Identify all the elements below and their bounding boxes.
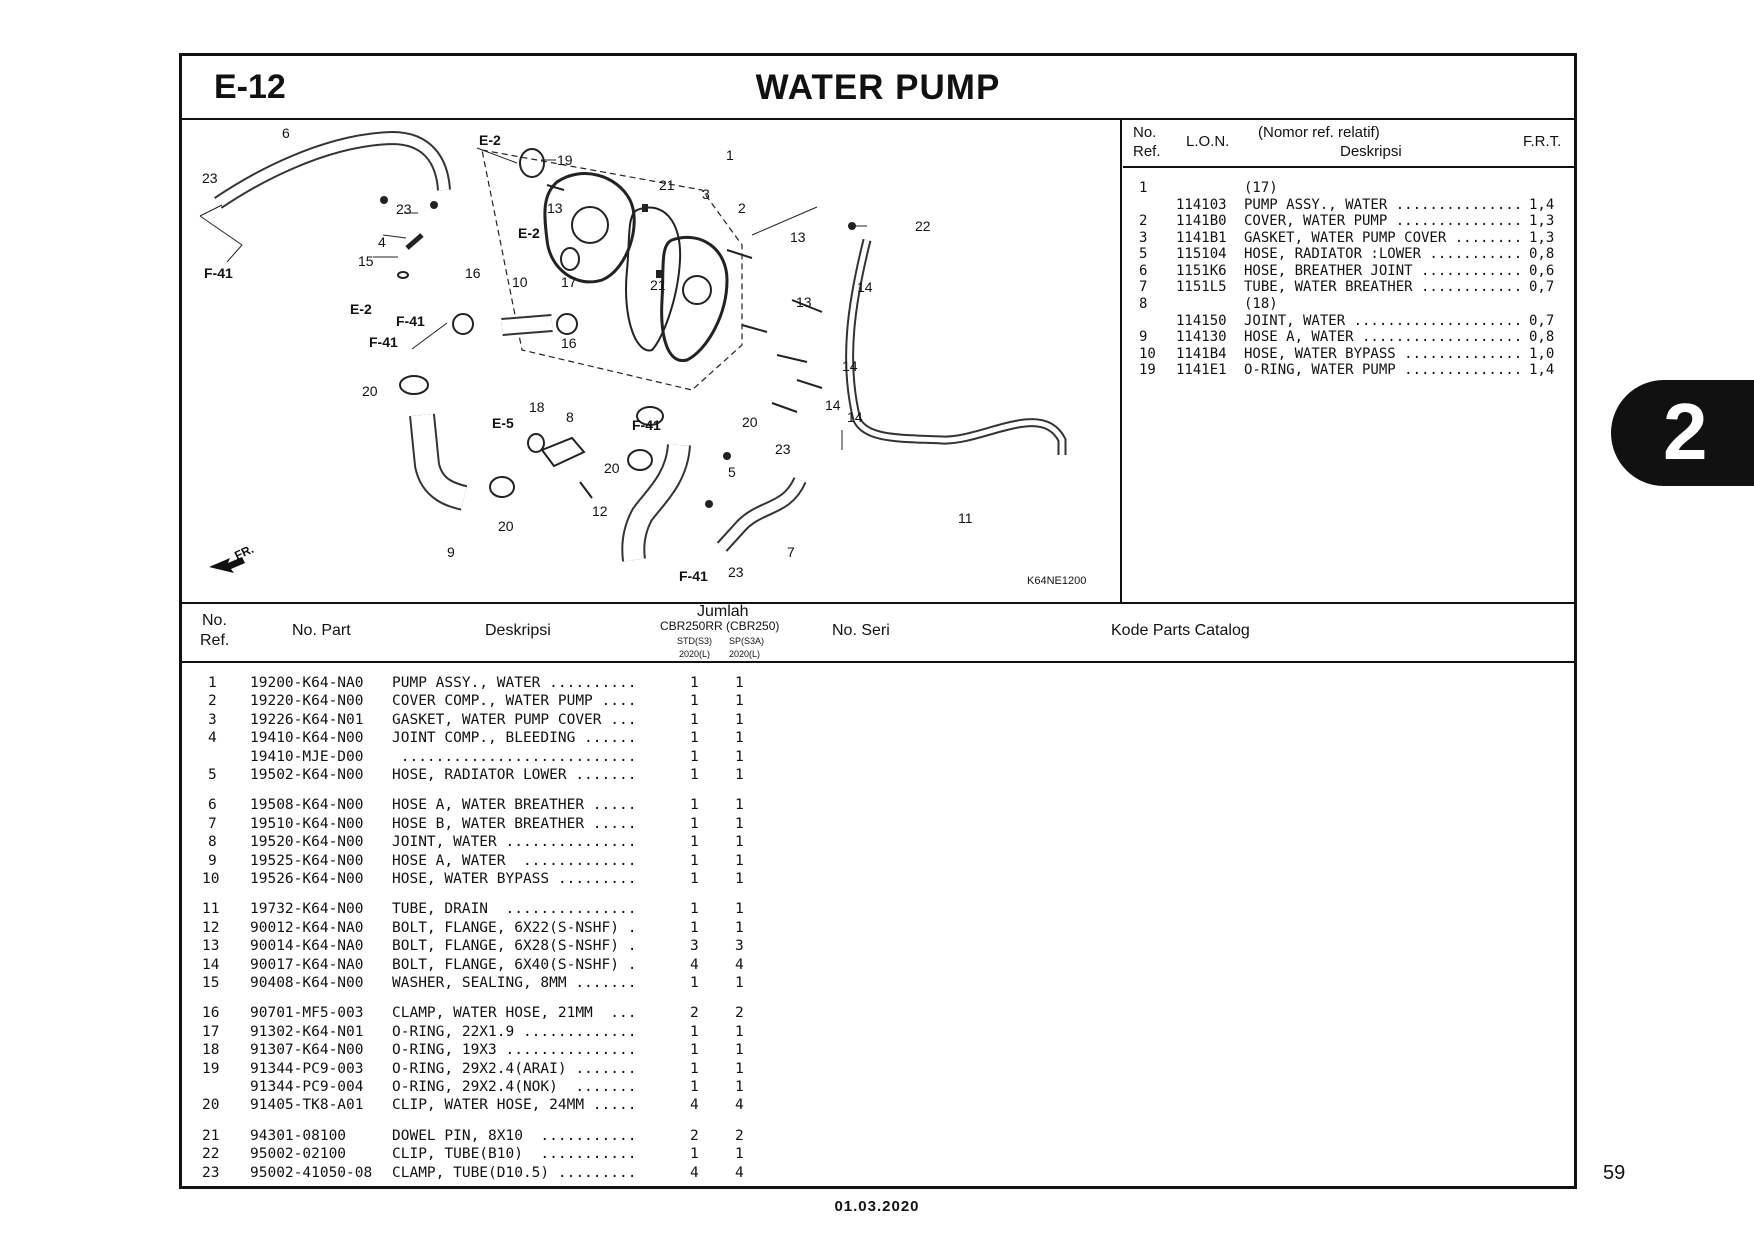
ref-label-23: 23	[728, 564, 744, 580]
parts-table-row	[182, 749, 1574, 767]
parts-table-row	[182, 693, 1574, 711]
lon-table-row	[1123, 362, 1574, 379]
parts-cell-ref: 18	[202, 1042, 220, 1059]
parts-table-row	[182, 797, 1574, 815]
lon-cell-ref: 2	[1139, 213, 1148, 229]
parts-cell-sp: 1	[735, 1146, 744, 1163]
parts-table-row	[182, 871, 1574, 889]
parts-cell-desc: HOSE, WATER BYPASS .........	[392, 871, 637, 887]
parts-cell-std: 1	[690, 815, 699, 832]
parts-cell-desc: WASHER, SEALING, 8MM .......	[392, 975, 637, 991]
exploded-diagram	[182, 120, 1122, 602]
o-ring-19	[520, 149, 544, 177]
parts-cell-sp: 3	[735, 938, 744, 955]
lon-cell-frt: 1,4	[1529, 362, 1555, 378]
lon-cell-frt: 1,3	[1529, 213, 1555, 229]
parts-table-row	[182, 1165, 1574, 1183]
parts-cell-std: 1	[690, 1060, 699, 1077]
lon-cell-frt: 0,6	[1529, 263, 1555, 279]
callout-f-41: F-41	[204, 265, 233, 281]
ref-label-20: 20	[742, 414, 758, 430]
front-direction-label: FR.	[232, 541, 256, 563]
parts-cell-std: 1	[690, 834, 699, 851]
parts-cell-desc: BOLT, FLANGE, 6X22(S-NSHF) .	[392, 919, 637, 936]
parts-header-ref: Ref.	[200, 632, 230, 649]
parts-cell-desc: CLAMP, TUBE(D10.5) .........	[392, 1164, 637, 1181]
parts-cell-std: 1	[690, 1023, 699, 1040]
parts-table-row	[182, 1128, 1574, 1146]
lon-cell-desc: COVER, WATER PUMP ...............	[1244, 213, 1523, 229]
lon-cell-lon: 1151L5	[1176, 279, 1227, 295]
parts-cell-desc: BOLT, FLANGE, 6X40(S-NSHF) .	[392, 956, 637, 973]
ref-label-22: 22	[915, 218, 931, 234]
lon-cell-lon: 114150	[1176, 313, 1227, 329]
lon-cell-ref: 6	[1139, 263, 1148, 279]
parts-cell-part: 90408-K64-N00	[250, 975, 364, 991]
parts-cell-ref: 21	[202, 1127, 220, 1144]
parts-table-row	[182, 1061, 1574, 1079]
parts-cell-part: 19410-MJE-D00	[250, 748, 364, 765]
water-pump-diagram-svg	[182, 120, 1122, 602]
parts-table-row	[182, 816, 1574, 834]
lon-cell-desc: HOSE A, WATER ...................	[1244, 329, 1523, 345]
lon-table-row	[1123, 197, 1574, 214]
parts-cell-desc: O-RING, 19X3 ...............	[392, 1042, 637, 1059]
lon-cell-ref: 8	[1139, 296, 1148, 312]
parts-table-row	[182, 1097, 1574, 1115]
lon-cell-desc: HOSE, RADIATOR :LOWER ...........	[1244, 246, 1523, 262]
parts-cell-part: 19200-K64-NA0	[250, 675, 364, 691]
lon-cell-ref: 19	[1139, 362, 1156, 378]
lon-cell-frt: 0,7	[1529, 279, 1555, 295]
lon-cell-lon: 1141B1	[1176, 230, 1227, 246]
parts-cell-desc: HOSE A, WATER BREATHER .....	[392, 797, 637, 814]
lon-cell-lon: 1141B0	[1176, 213, 1227, 229]
parts-cell-sp: 1	[735, 711, 744, 728]
lon-header-nomor: (Nomor ref. relatif)	[1258, 124, 1380, 141]
parts-cell-part: 95002-41050-08	[250, 1164, 373, 1181]
ref-label-17: 17	[561, 274, 577, 290]
parts-cell-part: 91307-K64-N00	[250, 1042, 364, 1059]
ref-label-20: 20	[362, 383, 378, 399]
parts-cell-sp: 1	[735, 1079, 744, 1095]
lon-header-frt: F.R.T.	[1523, 133, 1562, 150]
parts-cell-desc: O-RING, 29X2.4(NOK) .......	[392, 1079, 637, 1095]
parts-header-no: No.	[202, 612, 227, 629]
lon-cell-lon: 1151K6	[1176, 263, 1227, 279]
parts-cell-ref: 15	[202, 975, 220, 991]
ref-label-14: 14	[847, 409, 863, 425]
parts-cell-desc: HOSE B, WATER BREATHER .....	[392, 815, 637, 832]
parts-cell-std: 1	[690, 901, 699, 918]
parts-header-sp: SP(S3A)	[729, 636, 765, 646]
lon-table-row	[1123, 329, 1574, 346]
lon-cell-desc: JOINT, WATER ....................	[1244, 313, 1523, 329]
parts-cell-sp: 1	[735, 852, 744, 869]
parts-cell-desc: CLIP, TUBE(B10) ...........	[392, 1146, 637, 1163]
parts-cell-sp: 1	[735, 815, 744, 832]
parts-cell-desc: O-RING, 22X1.9 .............	[392, 1023, 637, 1040]
lon-header-no: No.	[1133, 124, 1157, 141]
parts-cell-sp: 4	[735, 1164, 744, 1181]
parts-cell-std: 1	[690, 852, 699, 869]
lon-cell-desc: (18)	[1244, 296, 1278, 312]
ref-label-23: 23	[202, 170, 218, 186]
parts-cell-part: 19220-K64-N00	[250, 693, 364, 710]
lon-cell-ref: 5	[1139, 246, 1148, 262]
front-direction-arrow-icon	[209, 542, 256, 573]
parts-table-row	[182, 1042, 1574, 1060]
parts-table-row	[182, 712, 1574, 730]
parts-cell-part: 90701-MF5-003	[250, 1005, 364, 1022]
parts-cell-ref: 11	[202, 901, 220, 918]
callout-f-41: F-41	[679, 568, 708, 584]
parts-table-row	[182, 767, 1574, 785]
parts-cell-std: 2	[690, 1005, 699, 1022]
lon-table-row	[1123, 313, 1574, 330]
parts-table-row	[182, 1024, 1574, 1042]
parts-header-part: No. Part	[292, 622, 351, 639]
parts-table-row	[182, 938, 1574, 956]
parts-header-jumlah: Jumlah	[697, 603, 749, 620]
catalog-page-frame	[179, 53, 1577, 1189]
parts-cell-desc: JOINT, WATER ...............	[392, 834, 637, 851]
parts-cell-std: 1	[690, 919, 699, 936]
parts-header-year-std: 2020(L)	[679, 649, 711, 659]
ref-label-21: 21	[659, 177, 675, 193]
parts-cell-part: 19520-K64-N00	[250, 834, 364, 851]
ref-label-20: 20	[498, 518, 514, 534]
parts-cell-sp: 1	[735, 748, 744, 765]
parts-cell-part: 19525-K64-N00	[250, 852, 364, 869]
parts-cell-ref: 3	[208, 711, 217, 728]
lon-table-row	[1123, 246, 1574, 263]
lon-cell-ref: 7	[1139, 279, 1148, 295]
callout-e-5: E-5	[492, 415, 514, 431]
parts-table-row	[182, 675, 1574, 693]
parts-cell-std: 1	[690, 693, 699, 710]
parts-cell-std: 3	[690, 938, 699, 955]
parts-cell-part: 95002-02100	[250, 1146, 347, 1163]
parts-cell-ref: 23	[202, 1164, 220, 1181]
ref-label-14: 14	[825, 397, 841, 413]
lon-cell-lon: 114130	[1176, 329, 1227, 345]
page-number: 59	[1603, 1162, 1626, 1184]
ref-label-11: 11	[958, 510, 973, 526]
parts-cell-part: 91344-PC9-004	[250, 1079, 364, 1095]
parts-table-row	[182, 730, 1574, 748]
ref-label-14: 14	[857, 279, 873, 295]
ref-label-23: 23	[396, 201, 412, 217]
parts-cell-std: 1	[690, 748, 699, 765]
parts-cell-part: 90012-K64-NA0	[250, 919, 364, 936]
callout-e-2: E-2	[350, 301, 372, 317]
parts-cell-ref: 2	[208, 693, 217, 710]
callout-e-2: E-2	[518, 225, 540, 241]
lon-cell-ref: 1	[1139, 180, 1148, 196]
ref-label-5: 5	[728, 464, 736, 480]
parts-cell-ref: 22	[202, 1146, 220, 1163]
lon-cell-ref: 9	[1139, 329, 1148, 345]
lon-table-row	[1123, 180, 1574, 197]
parts-cell-part: 90014-K64-NA0	[250, 938, 364, 955]
parts-cell-std: 1	[690, 1079, 699, 1095]
parts-cell-desc: PUMP ASSY., WATER ..........	[392, 675, 637, 691]
lon-cell-lon: 115104	[1176, 246, 1227, 262]
parts-cell-ref: 7	[208, 815, 217, 832]
parts-cell-desc: JOINT COMP., BLEEDING ......	[392, 730, 637, 747]
lon-table-row	[1123, 296, 1574, 313]
parts-table-row	[182, 901, 1574, 919]
parts-table-row	[182, 834, 1574, 852]
parts-cell-part: 19410-K64-N00	[250, 730, 364, 747]
parts-cell-desc: ...........................	[392, 748, 637, 765]
parts-cell-sp: 2	[735, 1005, 744, 1022]
ref-label-14: 14	[842, 358, 858, 374]
parts-header-desc: Deskripsi	[485, 622, 551, 639]
lon-cell-desc: HOSE, BREATHER JOINT ............	[1244, 263, 1523, 279]
parts-header-catalog: Kode Parts Catalog	[1111, 622, 1250, 639]
parts-cell-std: 1	[690, 975, 699, 991]
diagram-code: K64NE1200	[1027, 575, 1087, 587]
water-joint-8	[542, 438, 584, 466]
lon-table-row	[1123, 263, 1574, 280]
parts-cell-part: 19508-K64-N00	[250, 797, 364, 814]
parts-cell-std: 4	[690, 956, 699, 973]
ref-label-12: 12	[592, 503, 608, 519]
parts-cell-ref: 9	[208, 852, 217, 869]
parts-cell-sp: 1	[735, 919, 744, 936]
parts-header-serial: No. Seri	[832, 622, 890, 639]
parts-header-year-sp: 2020(L)	[729, 649, 761, 659]
lon-cell-frt: 0,8	[1529, 246, 1555, 262]
parts-cell-sp: 1	[735, 1060, 744, 1077]
parts-cell-sp: 1	[735, 834, 744, 851]
ref-label-13: 13	[790, 229, 806, 245]
parts-header-std: STD(S3)	[677, 636, 713, 646]
parts-cell-part: 19732-K64-N00	[250, 901, 364, 918]
ref-label-10: 10	[512, 274, 528, 290]
parts-cell-sp: 1	[735, 767, 744, 783]
lon-header-ref: Ref.	[1133, 143, 1161, 160]
parts-cell-std: 4	[690, 1164, 699, 1181]
parts-cell-sp: 2	[735, 1127, 744, 1144]
ref-label-13: 13	[547, 200, 563, 216]
lon-cell-frt: 1,3	[1529, 230, 1555, 246]
parts-cell-ref: 14	[202, 956, 220, 973]
o-ring-17	[561, 248, 579, 270]
lon-cell-frt: 1,4	[1529, 197, 1555, 213]
parts-cell-sp: 1	[735, 693, 744, 710]
parts-cell-part: 91302-K64-N01	[250, 1023, 364, 1040]
ref-label-3: 3	[702, 186, 710, 202]
ref-label-23: 23	[775, 441, 791, 457]
parts-cell-sp: 1	[735, 730, 744, 747]
parts-table-row	[182, 853, 1574, 871]
parts-cell-desc: HOSE, RADIATOR LOWER .......	[392, 767, 637, 783]
parts-cell-ref: 6	[208, 797, 217, 814]
parts-cell-std: 1	[690, 871, 699, 887]
parts-cell-std: 2	[690, 1127, 699, 1144]
parts-cell-part: 91344-PC9-003	[250, 1060, 364, 1077]
parts-cell-std: 1	[690, 711, 699, 728]
parts-cell-std: 1	[690, 1042, 699, 1059]
parts-cell-part: 19526-K64-N00	[250, 871, 364, 887]
lon-table-row	[1123, 213, 1574, 230]
lon-cell-desc: GASKET, WATER PUMP COVER ........	[1244, 230, 1523, 246]
lon-header-deskripsi: Deskripsi	[1340, 143, 1402, 160]
parts-cell-ref: 1	[208, 675, 217, 691]
title-bar	[182, 56, 1574, 120]
parts-cell-ref: 13	[202, 938, 220, 955]
page-title: WATER PUMP	[755, 68, 1001, 107]
ref-label-6: 6	[282, 125, 290, 141]
parts-cell-ref: 10	[202, 871, 220, 887]
parts-cell-desc: O-RING, 29X2.4(ARAI) .......	[392, 1060, 637, 1077]
ref-label-15: 15	[358, 253, 374, 269]
ref-label-2: 2	[738, 200, 746, 216]
lon-cell-desc: PUMP ASSY., WATER ...............	[1244, 197, 1523, 213]
lon-cell-frt: 0,8	[1529, 329, 1555, 345]
pump-cover-2	[662, 237, 727, 360]
ref-label-7: 7	[787, 544, 795, 560]
parts-cell-desc: CLAMP, WATER HOSE, 21MM ...	[392, 1005, 637, 1022]
joint-4-bleeding	[407, 235, 422, 248]
ref-label-16: 16	[561, 335, 577, 351]
parts-cell-desc: TUBE, DRAIN ...............	[392, 901, 637, 918]
ref-label-13: 13	[796, 294, 812, 310]
parts-cell-desc: DOWEL PIN, 8X10 ...........	[392, 1127, 637, 1144]
parts-cell-sp: 4	[735, 1097, 744, 1114]
parts-cell-sp: 1	[735, 1023, 744, 1040]
ref-label-16: 16	[465, 265, 481, 281]
lon-cell-desc: (17)	[1244, 180, 1278, 196]
lon-cell-desc: O-RING, WATER PUMP ..............	[1244, 362, 1523, 378]
parts-cell-part: 91405-TK8-A01	[250, 1097, 364, 1114]
labor-operation-panel	[1123, 120, 1574, 602]
parts-cell-std: 1	[690, 767, 699, 783]
lon-cell-lon: 1141E1	[1176, 362, 1227, 378]
parts-table-row	[182, 920, 1574, 938]
parts-cell-part: 94301-08100	[250, 1127, 347, 1144]
parts-cell-ref: 8	[208, 834, 217, 851]
parts-cell-std: 1	[690, 730, 699, 747]
lon-cell-desc: TUBE, WATER BREATHER ............	[1244, 279, 1523, 295]
parts-table-row	[182, 1146, 1574, 1164]
parts-cell-desc: HOSE A, WATER .............	[392, 852, 637, 869]
parts-cell-std: 1	[690, 1146, 699, 1163]
parts-cell-part: 90017-K64-NA0	[250, 956, 364, 973]
parts-table-header	[182, 602, 1574, 663]
section-tab	[1611, 380, 1754, 486]
parts-table-row	[182, 957, 1574, 975]
callout-f-41: F-41	[632, 417, 661, 433]
callout-e-2: E-2	[479, 132, 501, 148]
parts-cell-desc: BOLT, FLANGE, 6X28(S-NSHF) .	[392, 938, 637, 955]
parts-header-model: CBR250RR (CBR250)	[660, 619, 780, 633]
parts-cell-part: 19502-K64-N00	[250, 767, 364, 783]
callout-f-41: F-41	[369, 334, 398, 350]
section-tab-number: 2	[1663, 387, 1708, 476]
lon-cell-ref: 3	[1139, 230, 1148, 246]
ref-label-9: 9	[447, 544, 455, 560]
parts-cell-ref: 5	[208, 767, 217, 783]
ref-label-19: 19	[557, 152, 573, 168]
parts-cell-sp: 1	[735, 871, 744, 887]
parts-table-row	[182, 1079, 1574, 1097]
lon-cell-lon: 114103	[1176, 197, 1227, 213]
parts-cell-ref: 20	[202, 1097, 220, 1114]
parts-cell-std: 4	[690, 1097, 699, 1114]
publication-date: 01.03.2020	[834, 1198, 920, 1215]
parts-table-row	[182, 975, 1574, 993]
parts-cell-ref: 4	[208, 730, 217, 747]
ref-label-18: 18	[529, 399, 545, 415]
parts-cell-part: 19226-K64-N01	[250, 711, 364, 728]
lon-cell-frt: 0,7	[1529, 313, 1555, 329]
pump-body	[545, 174, 634, 282]
parts-cell-desc: GASKET, WATER PUMP COVER ...	[392, 711, 637, 728]
parts-cell-ref: 12	[202, 919, 220, 936]
parts-cell-sp: 4	[735, 956, 744, 973]
callout-f-41: F-41	[396, 313, 425, 329]
lon-table-row	[1123, 279, 1574, 296]
parts-cell-desc: CLIP, WATER HOSE, 24MM .....	[392, 1097, 637, 1114]
lon-table-row	[1123, 346, 1574, 363]
ref-label-8: 8	[566, 409, 574, 425]
parts-cell-std: 1	[690, 797, 699, 814]
parts-cell-sp: 1	[735, 797, 744, 814]
lon-cell-frt: 1,0	[1529, 346, 1555, 362]
ref-label-20: 20	[604, 460, 620, 476]
parts-cell-desc: COVER COMP., WATER PUMP ....	[392, 693, 637, 710]
parts-cell-ref: 16	[202, 1005, 220, 1022]
section-code: E-12	[214, 68, 286, 106]
parts-cell-sp: 1	[735, 901, 744, 918]
ref-label-21: 21	[650, 277, 666, 293]
parts-cell-sp: 1	[735, 1042, 744, 1059]
lon-table-header	[1123, 120, 1574, 168]
parts-table-row	[182, 1005, 1574, 1023]
parts-cell-ref: 19	[202, 1060, 220, 1077]
parts-cell-ref: 17	[202, 1023, 220, 1040]
parts-cell-sp: 1	[735, 975, 744, 991]
lon-cell-desc: HOSE, WATER BYPASS ..............	[1244, 346, 1523, 362]
lon-cell-ref: 10	[1139, 346, 1156, 362]
lon-cell-lon: 1141B4	[1176, 346, 1227, 362]
parts-cell-std: 1	[690, 675, 699, 691]
parts-cell-sp: 1	[735, 675, 744, 691]
ref-label-1: 1	[726, 147, 734, 163]
lon-table-row	[1123, 230, 1574, 247]
lon-header-lon: L.O.N.	[1186, 133, 1230, 150]
parts-cell-part: 19510-K64-N00	[250, 815, 364, 832]
ref-label-4: 4	[378, 234, 386, 250]
